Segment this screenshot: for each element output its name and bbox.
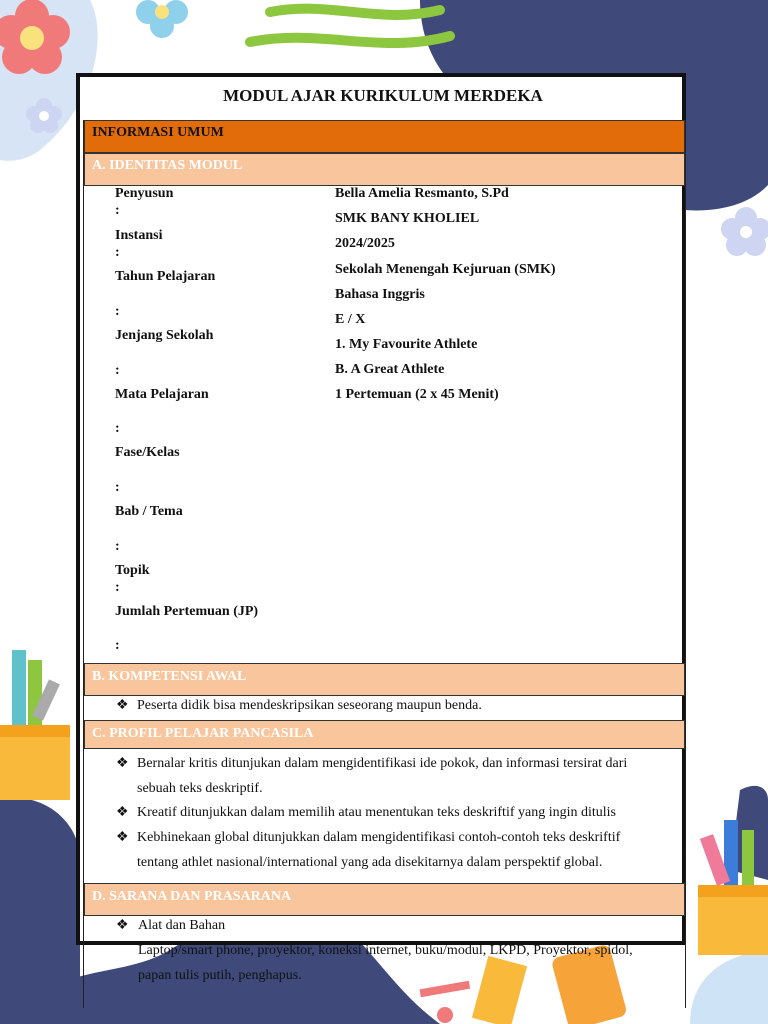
green-wave-1	[270, 9, 440, 15]
list-item-text: Peserta didik bisa mendeskripsikan seseorang maupun benda.	[137, 698, 482, 713]
list-item	[116, 825, 681, 875]
section-d-header: D. SARANA DAN PRASARANA	[84, 883, 685, 916]
blue-blob-bottom-right	[690, 950, 768, 1024]
value-topik: B. A Great Athlete	[335, 362, 445, 377]
list-item	[116, 693, 676, 718]
label-colon: :	[115, 480, 120, 495]
label-topik: Topik	[115, 563, 150, 578]
bullet-icon: ❖	[116, 805, 129, 820]
section-c-header: C. PROFIL PELAJAR PANCASILA	[84, 720, 685, 749]
list-item-text: Kebhinekaan global ditunjukkan dalam mengidentifikasi contoh-contoh teks deskriftif	[137, 830, 621, 845]
label-mata-pelajaran: Mata Pelajaran	[115, 387, 209, 402]
bullet-icon: ❖	[116, 918, 129, 933]
value-mata-pelajaran: Bahasa Inggris	[335, 287, 425, 302]
pencil-cup-left-icon	[0, 650, 70, 800]
informasi-umum-header: INFORMASI UMUM	[84, 120, 685, 153]
document-title: MODUL AJAR KURIKULUM MERDEKA	[223, 86, 543, 105]
section-b-header: B. KOMPETENSI AWAL	[84, 663, 685, 696]
list-item	[116, 800, 681, 825]
equipment-detail-line1: Laptop/smart phone, proyektor, koneksi internet, buku/modul, LKPD, Proyektor, spidol,	[138, 943, 633, 958]
section-a-header: A. IDENTITAS MODUL	[84, 153, 685, 186]
label-jumlah-pertemuan: Jumlah Pertemuan (JP)	[115, 604, 259, 619]
bullet-icon: ❖	[116, 698, 129, 713]
label-colon: :	[115, 203, 120, 218]
list-item-text: Kreatif ditunjukkan dalam memilih atau menentukan teks deskriftif yang ingin ditulis	[137, 805, 617, 820]
label-bab-tema: Bab / Tema	[115, 504, 183, 519]
value-tahun-pelajaran: 2024/2025	[335, 236, 395, 251]
value-penyusun: Bella Amelia Resmanto, S.Pd	[335, 186, 509, 201]
bullet-icon: ❖	[116, 756, 129, 771]
blue-flower-icon	[136, 0, 188, 38]
value-jumlah-pertemuan: 1 Pertemuan (2 x 45 Menit)	[335, 387, 499, 402]
label-colon: :	[115, 363, 120, 378]
label-colon: :	[115, 245, 120, 260]
value-bab-tema: 1. My Favourite Athlete	[335, 337, 478, 352]
label-colon: :	[115, 580, 120, 595]
label-colon: :	[115, 638, 120, 653]
bullet-icon: ❖	[116, 830, 129, 845]
label-penyusun: Penyusun	[115, 186, 174, 201]
label-colon: :	[115, 539, 120, 554]
list-item	[116, 913, 681, 938]
list-item-text: Alat dan Bahan	[138, 918, 226, 933]
equipment-detail-line2: papan tulis putih, penghapus.	[138, 968, 302, 983]
table-border-left	[83, 120, 84, 1008]
label-colon: :	[115, 304, 120, 319]
value-fase-kelas: E / X	[335, 312, 366, 327]
list-item-text-cont: sebuah teks deskriptif.	[137, 781, 263, 796]
label-fase-kelas: Fase/Kelas	[115, 445, 180, 460]
label-jenjang-sekolah: Jenjang Sekolah	[115, 328, 214, 343]
value-jenjang-sekolah: Sekolah Menengah Kejuruan (SMK)	[335, 262, 556, 277]
right-flower-icon	[721, 207, 768, 256]
list-item	[116, 751, 681, 801]
value-instansi: SMK BANY KHOLIEL	[335, 211, 480, 226]
list-item-text-cont: tentang athlet nasional/international yang ada disekitarnya dalam perspektif global.	[137, 855, 603, 870]
green-wave-2	[250, 36, 450, 43]
label-instansi: Instansi	[115, 228, 163, 243]
label-tahun-pelajaran: Tahun Pelajaran	[115, 269, 216, 284]
list-item-text: Bernalar kritis ditunjukan dalam mengidentifikasi ide pokok, dan informasi tersirat dari	[137, 756, 628, 771]
label-colon: :	[115, 421, 120, 436]
table-border-right	[685, 120, 686, 1008]
